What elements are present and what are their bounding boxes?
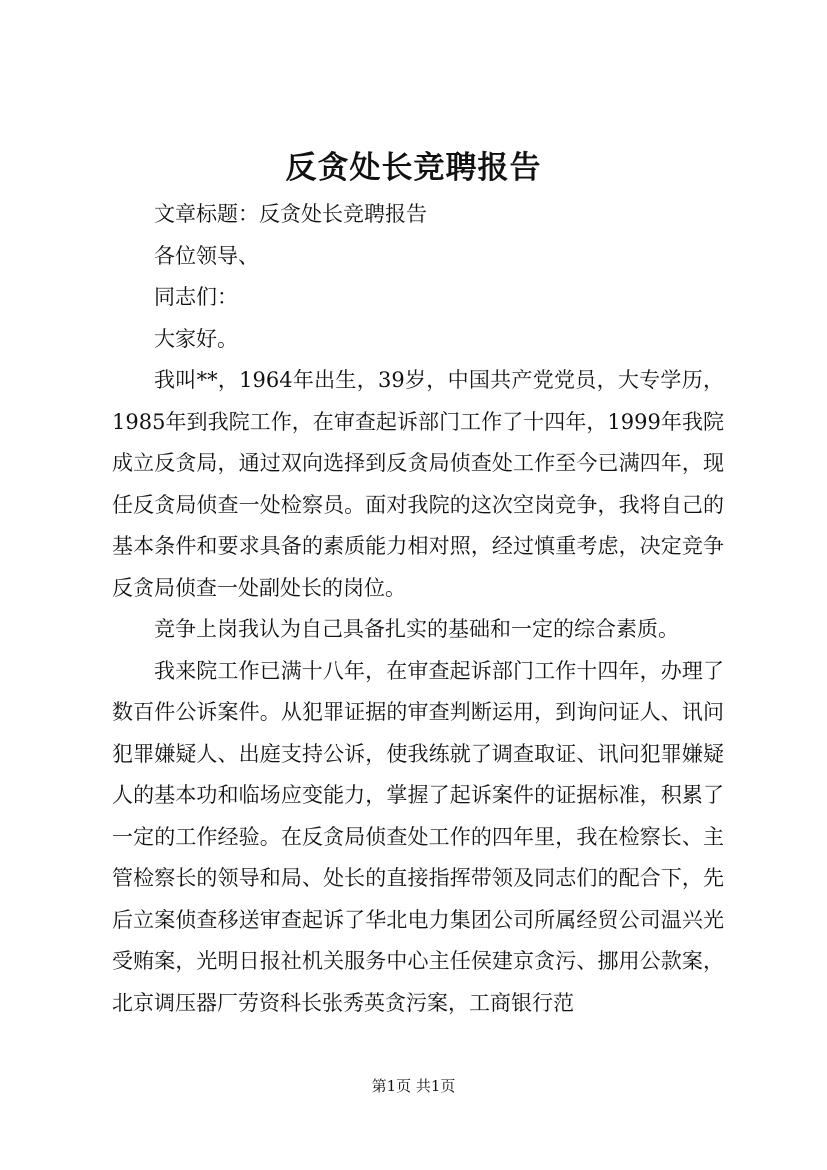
- paragraph-article-title: 文章标题：反贪处长竞聘报告: [154, 202, 427, 226]
- document-body: [112, 194, 724, 1024]
- paragraph-work-experience: 我来院工作已满十八年，在审查起诉部门工作十四年，办理了数百件公诉案件。从犯罪证据的审查判断运用，到询问证人、讯问犯罪嫌疑人、出庭支持公诉，使我练就了调查取证、讯问犯罪嫌疑人的基本功和临场应变能力，掌握了起诉案件的证据标准，积累了一定的工作经验。在反贪局侦查处工作的四年里，我在检察长、主管检察长的领导和局、处长的直接指挥带领及同志们的配合下，先后立案侦查移送审查起诉了华北电力集团公司所属经贸公司温兴光受贿案，光明日报社机关服务中心主任侯建京贪污、挪用公款案，北京调压器厂劳资科长张秀英贪污案，工商银行范: [112, 658, 724, 1015]
- paragraph-self-introduction: 我叫**，1964年出生，39岁，中国共产党党员，大专学历，1985年到我院工作，在审查起诉部门工作了十四年，1999年我院成立反贪局，通过双向选择到反贪局侦查处工作至今已满四年，现任反贪局侦查一处检察员。面对我院的这次空岗竞争，我将自己的基本条件和要求具备的素质能力相对照，经过慎重考虑，决定竞争反贪局侦查一处副处长的岗位。: [112, 368, 724, 600]
- paragraph-salutation-leaders: 各位领导、: [154, 243, 259, 268]
- paragraph-qualification-summary: 竞争上岗我认为自己具备扎实的基础和一定的综合素质。: [154, 617, 679, 641]
- page-footer: 第1页 共1页: [371, 1077, 456, 1095]
- paragraph-greeting: 大家好。: [154, 326, 238, 351]
- document-title: 反贪处长竞聘报告: [285, 150, 542, 186]
- paragraph-salutation-comrades: 同志们：: [154, 285, 238, 309]
